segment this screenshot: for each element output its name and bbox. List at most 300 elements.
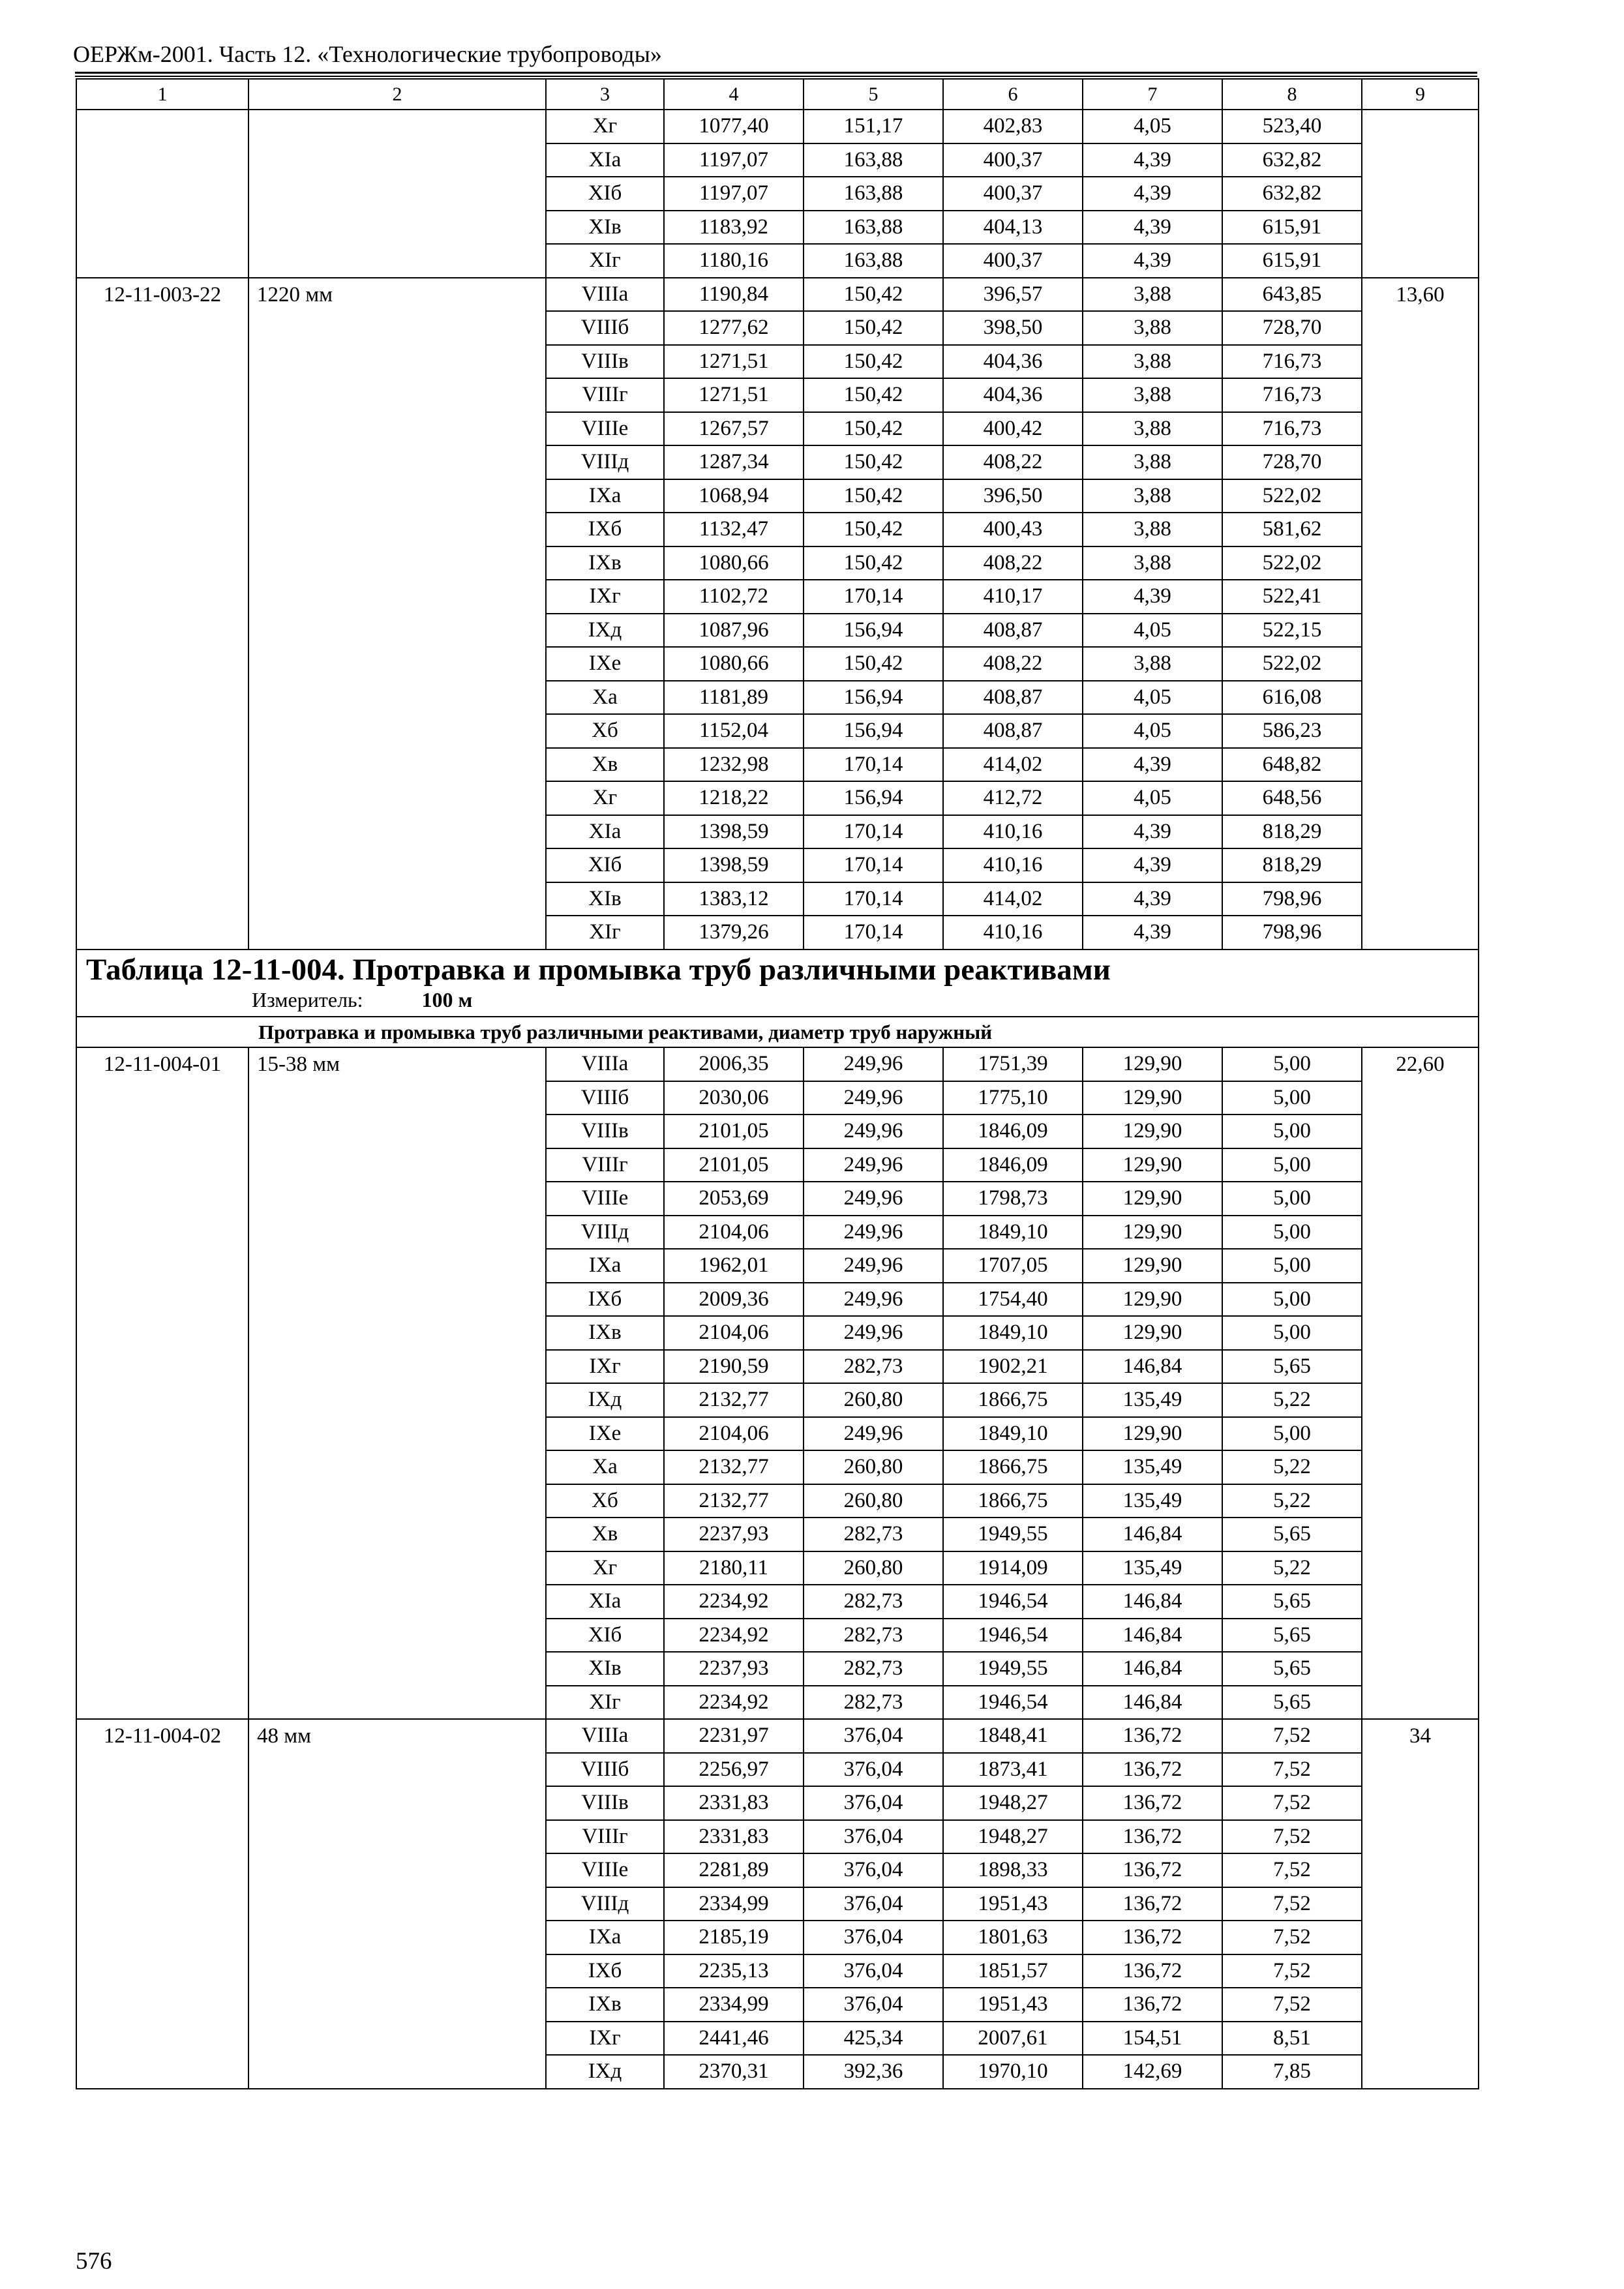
materials-cell: 616,08 — [1222, 681, 1362, 715]
driver-wages-cell: 136,72 — [1083, 1988, 1222, 2022]
zone-cell: VIIIг — [546, 1820, 664, 1854]
pipe-diameter-cell — [248, 110, 546, 278]
machines-cell: 410,16 — [943, 916, 1083, 950]
wages-cell: 282,73 — [804, 1619, 943, 1653]
driver-wages-cell: 136,72 — [1083, 1820, 1222, 1854]
total-cost-cell: 2053,69 — [664, 1182, 804, 1216]
machines-cell: 408,22 — [943, 546, 1083, 580]
zone-cell: Xв — [546, 1518, 664, 1551]
column-number: 4 — [664, 79, 804, 110]
machines-cell: 412,72 — [943, 781, 1083, 815]
driver-wages-cell: 146,84 — [1083, 1350, 1222, 1384]
column-number: 6 — [943, 79, 1083, 110]
wages-cell: 170,14 — [804, 882, 943, 916]
table-row — [76, 278, 1479, 312]
materials-cell: 5,00 — [1222, 1216, 1362, 1249]
machines-cell: 1946,54 — [943, 1619, 1083, 1653]
zone-cell: IXг — [546, 1350, 664, 1384]
total-cost-cell: 1398,59 — [664, 815, 804, 849]
zone-cell: Xг — [546, 781, 664, 815]
materials-cell: 5,65 — [1222, 1652, 1362, 1686]
rates-table — [76, 78, 1479, 2089]
driver-wages-cell: 154,51 — [1083, 2022, 1222, 2056]
materials-cell: 5,65 — [1222, 1350, 1362, 1384]
driver-wages-cell: 129,90 — [1083, 1417, 1222, 1451]
driver-wages-cell: 3,88 — [1083, 378, 1222, 412]
zone-cell: Xб — [546, 714, 664, 748]
materials-cell: 615,91 — [1222, 244, 1362, 278]
labor-norm-cell — [1362, 110, 1479, 278]
table-title: Таблица 12-11-004. Протравка и промывка труб различными реактивами — [86, 952, 1111, 987]
driver-wages-cell: 136,72 — [1083, 1954, 1222, 1988]
wages-cell: 425,34 — [804, 2022, 943, 2056]
wages-cell: 156,94 — [804, 614, 943, 648]
total-cost-cell: 2231,97 — [664, 1719, 804, 1753]
column-number: 1 — [76, 79, 248, 110]
total-cost-cell: 1181,89 — [664, 681, 804, 715]
wages-cell: 392,36 — [804, 2055, 943, 2089]
machines-cell: 1849,10 — [943, 1316, 1083, 1350]
machines-cell: 410,17 — [943, 580, 1083, 614]
total-cost-cell: 1087,96 — [664, 614, 804, 648]
column-number: 8 — [1222, 79, 1362, 110]
machines-cell: 414,02 — [943, 748, 1083, 782]
materials-cell: 5,22 — [1222, 1383, 1362, 1417]
zone-cell: VIIIб — [546, 311, 664, 345]
wages-cell: 249,96 — [804, 1148, 943, 1182]
zone-cell: XIг — [546, 1686, 664, 1720]
materials-cell: 522,41 — [1222, 580, 1362, 614]
total-cost-cell: 1068,94 — [664, 479, 804, 513]
zone-cell: VIIIд — [546, 1216, 664, 1249]
zone-cell: VIIIг — [546, 378, 664, 412]
materials-cell: 5,00 — [1222, 1417, 1362, 1451]
wages-cell: 150,42 — [804, 378, 943, 412]
wages-cell: 163,88 — [804, 177, 943, 211]
total-cost-cell: 1962,01 — [664, 1249, 804, 1283]
labor-norm-cell: 34 — [1362, 1719, 1479, 2089]
zone-cell: XIб — [546, 848, 664, 882]
materials-cell: 818,29 — [1222, 815, 1362, 849]
pipe-diameter-cell: 48 мм — [248, 1719, 546, 2089]
materials-cell: 522,02 — [1222, 647, 1362, 681]
zone-cell: Xб — [546, 1484, 664, 1518]
wages-cell: 260,80 — [804, 1450, 943, 1484]
total-cost-cell: 2132,77 — [664, 1383, 804, 1417]
labor-norm-cell: 22,60 — [1362, 1047, 1479, 1719]
machines-cell: 1914,09 — [943, 1551, 1083, 1585]
driver-wages-cell: 4,39 — [1083, 177, 1222, 211]
machines-cell: 400,37 — [943, 143, 1083, 177]
materials-cell: 615,91 — [1222, 211, 1362, 245]
total-cost-cell: 1152,04 — [664, 714, 804, 748]
total-cost-cell: 2370,31 — [664, 2055, 804, 2089]
machines-cell: 1866,75 — [943, 1450, 1083, 1484]
zone-cell: XIа — [546, 143, 664, 177]
total-cost-cell: 1197,07 — [664, 177, 804, 211]
machines-cell: 408,22 — [943, 647, 1083, 681]
total-cost-cell: 1183,92 — [664, 211, 804, 245]
materials-cell: 586,23 — [1222, 714, 1362, 748]
zone-cell: VIIIе — [546, 1182, 664, 1216]
machines-cell: 1873,41 — [943, 1753, 1083, 1787]
zone-cell: VIIIд — [546, 1887, 664, 1921]
zone-cell: IXе — [546, 1417, 664, 1451]
wages-cell: 170,14 — [804, 848, 943, 882]
total-cost-cell: 1190,84 — [664, 278, 804, 312]
machines-cell: 404,13 — [943, 211, 1083, 245]
total-cost-cell: 2101,05 — [664, 1148, 804, 1182]
total-cost-cell: 2104,06 — [664, 1316, 804, 1350]
driver-wages-cell: 129,90 — [1083, 1115, 1222, 1148]
machines-cell: 1707,05 — [943, 1249, 1083, 1283]
driver-wages-cell: 4,39 — [1083, 580, 1222, 614]
zone-cell: VIIIв — [546, 1786, 664, 1820]
wages-cell: 249,96 — [804, 1182, 943, 1216]
machines-cell: 1849,10 — [943, 1216, 1083, 1249]
machines-cell: 1866,75 — [943, 1383, 1083, 1417]
materials-cell: 7,52 — [1222, 1719, 1362, 1753]
wages-cell: 282,73 — [804, 1652, 943, 1686]
materials-cell: 5,00 — [1222, 1047, 1362, 1081]
materials-cell: 581,62 — [1222, 513, 1362, 546]
wages-cell: 150,42 — [804, 311, 943, 345]
driver-wages-cell: 136,72 — [1083, 1921, 1222, 1954]
materials-cell: 5,65 — [1222, 1585, 1362, 1619]
materials-cell: 818,29 — [1222, 848, 1362, 882]
total-cost-cell: 1218,22 — [664, 781, 804, 815]
machines-cell: 1846,09 — [943, 1115, 1083, 1148]
machines-cell: 402,83 — [943, 110, 1083, 143]
zone-cell: IXб — [546, 513, 664, 546]
column-number: 3 — [546, 79, 664, 110]
driver-wages-cell: 129,90 — [1083, 1249, 1222, 1283]
total-cost-cell: 1232,98 — [664, 748, 804, 782]
wages-cell: 260,80 — [804, 1551, 943, 1585]
wages-cell: 249,96 — [804, 1249, 943, 1283]
total-cost-cell: 2281,89 — [664, 1853, 804, 1887]
total-cost-cell: 1197,07 — [664, 143, 804, 177]
zone-cell: Xа — [546, 1450, 664, 1484]
materials-cell: 5,65 — [1222, 1518, 1362, 1551]
total-cost-cell: 1180,16 — [664, 244, 804, 278]
wages-cell: 150,42 — [804, 546, 943, 580]
wages-cell: 170,14 — [804, 748, 943, 782]
zone-cell: Xв — [546, 748, 664, 782]
total-cost-cell: 2234,92 — [664, 1619, 804, 1653]
total-cost-cell: 1267,57 — [664, 412, 804, 446]
driver-wages-cell: 3,88 — [1083, 445, 1222, 479]
materials-cell: 7,52 — [1222, 1954, 1362, 1988]
total-cost-cell: 1132,47 — [664, 513, 804, 546]
wages-cell: 170,14 — [804, 580, 943, 614]
zone-cell: IXв — [546, 1316, 664, 1350]
zone-cell: VIIIа — [546, 278, 664, 312]
machines-cell: 396,57 — [943, 278, 1083, 312]
driver-wages-cell: 3,88 — [1083, 278, 1222, 312]
zone-cell: IXа — [546, 1921, 664, 1954]
materials-cell: 728,70 — [1222, 311, 1362, 345]
total-cost-cell: 1102,72 — [664, 580, 804, 614]
machines-cell: 2007,61 — [943, 2022, 1083, 2056]
subheading-cell — [76, 1017, 1479, 1047]
materials-cell: 728,70 — [1222, 445, 1362, 479]
rate-code-cell: 12-11-004-02 — [76, 1719, 248, 2089]
zone-cell: Xг — [546, 110, 664, 143]
materials-cell: 632,82 — [1222, 143, 1362, 177]
total-cost-cell: 1398,59 — [664, 848, 804, 882]
driver-wages-cell: 146,84 — [1083, 1652, 1222, 1686]
zone-cell: IXг — [546, 580, 664, 614]
machines-cell: 410,16 — [943, 848, 1083, 882]
total-cost-cell: 1077,40 — [664, 110, 804, 143]
materials-cell: 7,52 — [1222, 1753, 1362, 1787]
table-row — [76, 1719, 1479, 1753]
column-number: 9 — [1362, 79, 1479, 110]
materials-cell: 716,73 — [1222, 345, 1362, 379]
machines-cell: 1798,73 — [943, 1182, 1083, 1216]
wages-cell: 163,88 — [804, 211, 943, 245]
driver-wages-cell: 135,49 — [1083, 1551, 1222, 1585]
zone-cell: XIб — [546, 1619, 664, 1653]
wages-cell: 163,88 — [804, 244, 943, 278]
wages-cell: 150,42 — [804, 278, 943, 312]
machines-cell: 1866,75 — [943, 1484, 1083, 1518]
wages-cell: 150,42 — [804, 445, 943, 479]
zone-cell: XIв — [546, 1652, 664, 1686]
page-header: ОЕРЖм-2001. Часть 12. «Технологические трубопроводы» — [73, 41, 662, 67]
total-cost-cell: 2132,77 — [664, 1484, 804, 1518]
machines-cell: 1754,40 — [943, 1283, 1083, 1317]
zone-cell: VIIIг — [546, 1148, 664, 1182]
total-cost-cell: 2104,06 — [664, 1216, 804, 1249]
zone-cell: XIв — [546, 211, 664, 245]
driver-wages-cell: 3,88 — [1083, 345, 1222, 379]
wages-cell: 282,73 — [804, 1350, 943, 1384]
total-cost-cell: 1080,66 — [664, 546, 804, 580]
measure-value: 100 м — [421, 988, 473, 1011]
driver-wages-cell: 4,39 — [1083, 244, 1222, 278]
machines-cell: 1849,10 — [943, 1417, 1083, 1451]
driver-wages-cell: 4,39 — [1083, 211, 1222, 245]
driver-wages-cell: 4,39 — [1083, 882, 1222, 916]
materials-cell: 798,96 — [1222, 916, 1362, 950]
rate-code-cell — [76, 110, 248, 278]
materials-cell: 798,96 — [1222, 882, 1362, 916]
total-cost-cell: 2132,77 — [664, 1450, 804, 1484]
driver-wages-cell: 146,84 — [1083, 1686, 1222, 1720]
driver-wages-cell: 3,88 — [1083, 479, 1222, 513]
driver-wages-cell: 129,90 — [1083, 1182, 1222, 1216]
machines-cell: 1948,27 — [943, 1820, 1083, 1854]
total-cost-cell: 2104,06 — [664, 1417, 804, 1451]
driver-wages-cell: 136,72 — [1083, 1853, 1222, 1887]
zone-cell: XIг — [546, 916, 664, 950]
driver-wages-cell: 3,88 — [1083, 311, 1222, 345]
driver-wages-cell: 136,72 — [1083, 1786, 1222, 1820]
driver-wages-cell: 3,88 — [1083, 513, 1222, 546]
driver-wages-cell: 146,84 — [1083, 1518, 1222, 1551]
total-cost-cell: 1271,51 — [664, 378, 804, 412]
total-cost-cell: 2441,46 — [664, 2022, 804, 2056]
wages-cell: 249,96 — [804, 1115, 943, 1148]
wages-cell: 260,80 — [804, 1383, 943, 1417]
materials-cell: 7,52 — [1222, 1786, 1362, 1820]
materials-cell: 7,52 — [1222, 1887, 1362, 1921]
driver-wages-cell: 129,90 — [1083, 1047, 1222, 1081]
materials-cell: 7,52 — [1222, 1921, 1362, 1954]
wages-cell: 376,04 — [804, 1887, 943, 1921]
materials-cell: 7,52 — [1222, 1853, 1362, 1887]
total-cost-cell: 1277,62 — [664, 311, 804, 345]
materials-cell: 648,56 — [1222, 781, 1362, 815]
zone-cell: IXв — [546, 1988, 664, 2022]
measure-cell — [76, 987, 1479, 1017]
machines-cell: 400,37 — [943, 244, 1083, 278]
machines-cell: 404,36 — [943, 345, 1083, 379]
driver-wages-cell: 4,39 — [1083, 748, 1222, 782]
zone-cell: IXв — [546, 546, 664, 580]
wages-cell: 170,14 — [804, 815, 943, 849]
wages-cell: 170,14 — [804, 916, 943, 950]
wages-cell: 376,04 — [804, 1988, 943, 2022]
column-number: 2 — [248, 79, 546, 110]
driver-wages-cell: 4,05 — [1083, 781, 1222, 815]
wages-cell: 376,04 — [804, 1786, 943, 1820]
wages-cell: 249,96 — [804, 1316, 943, 1350]
zone-cell: IXб — [546, 1283, 664, 1317]
materials-cell: 5,65 — [1222, 1686, 1362, 1720]
machines-cell: 400,43 — [943, 513, 1083, 546]
machines-cell: 398,50 — [943, 311, 1083, 345]
total-cost-cell: 2256,97 — [664, 1753, 804, 1787]
total-cost-cell: 2234,92 — [664, 1585, 804, 1619]
wages-cell: 150,42 — [804, 479, 943, 513]
wages-cell: 282,73 — [804, 1686, 943, 1720]
driver-wages-cell: 135,49 — [1083, 1450, 1222, 1484]
driver-wages-cell: 142,69 — [1083, 2055, 1222, 2089]
materials-cell: 5,00 — [1222, 1182, 1362, 1216]
machines-cell: 1851,57 — [943, 1954, 1083, 1988]
zone-cell: XIа — [546, 815, 664, 849]
wages-cell: 150,42 — [804, 412, 943, 446]
wages-cell: 249,96 — [804, 1216, 943, 1249]
wages-cell: 376,04 — [804, 1954, 943, 1988]
materials-cell: 5,00 — [1222, 1148, 1362, 1182]
materials-cell: 632,82 — [1222, 177, 1362, 211]
machines-cell: 410,16 — [943, 815, 1083, 849]
zone-cell: IXб — [546, 1954, 664, 1988]
driver-wages-cell: 136,72 — [1083, 1719, 1222, 1753]
driver-wages-cell: 3,88 — [1083, 412, 1222, 446]
zone-cell: VIIIв — [546, 345, 664, 379]
header-rule-thin — [75, 76, 1477, 77]
total-cost-cell: 2180,11 — [664, 1551, 804, 1585]
driver-wages-cell: 135,49 — [1083, 1383, 1222, 1417]
driver-wages-cell: 3,88 — [1083, 546, 1222, 580]
table-title-row — [76, 950, 1479, 988]
wages-cell: 376,04 — [804, 1820, 943, 1854]
wages-cell: 150,42 — [804, 647, 943, 681]
zone-cell: IXг — [546, 2022, 664, 2056]
zone-cell: XIв — [546, 882, 664, 916]
rate-code-cell: 12-11-004-01 — [76, 1047, 248, 1719]
driver-wages-cell: 4,05 — [1083, 110, 1222, 143]
zone-cell: IXд — [546, 2055, 664, 2089]
machines-cell: 1775,10 — [943, 1081, 1083, 1115]
machines-cell: 1949,55 — [943, 1518, 1083, 1551]
total-cost-cell: 2235,13 — [664, 1954, 804, 1988]
rates-table-body — [76, 79, 1479, 2089]
wages-cell: 156,94 — [804, 781, 943, 815]
machines-cell: 1848,41 — [943, 1719, 1083, 1753]
driver-wages-cell: 146,84 — [1083, 1619, 1222, 1653]
materials-cell: 7,52 — [1222, 1820, 1362, 1854]
wages-cell: 376,04 — [804, 1719, 943, 1753]
machines-cell: 408,22 — [943, 445, 1083, 479]
driver-wages-cell: 3,88 — [1083, 647, 1222, 681]
materials-cell: 523,40 — [1222, 110, 1362, 143]
zone-cell: IXд — [546, 1383, 664, 1417]
machines-cell: 404,36 — [943, 378, 1083, 412]
driver-wages-cell: 129,90 — [1083, 1316, 1222, 1350]
total-cost-cell: 2030,06 — [664, 1081, 804, 1115]
materials-cell: 5,22 — [1222, 1484, 1362, 1518]
machines-cell: 1951,43 — [943, 1887, 1083, 1921]
machines-cell: 1949,55 — [943, 1652, 1083, 1686]
machines-cell: 1951,43 — [943, 1988, 1083, 2022]
driver-wages-cell: 136,72 — [1083, 1887, 1222, 1921]
materials-cell: 7,52 — [1222, 1988, 1362, 2022]
zone-cell: VIIIб — [546, 1753, 664, 1787]
materials-cell: 716,73 — [1222, 412, 1362, 446]
total-cost-cell: 1287,34 — [664, 445, 804, 479]
zone-cell: IXа — [546, 1249, 664, 1283]
materials-cell: 5,22 — [1222, 1551, 1362, 1585]
driver-wages-cell: 4,05 — [1083, 681, 1222, 715]
total-cost-cell: 2331,83 — [664, 1820, 804, 1854]
machines-cell: 1751,39 — [943, 1047, 1083, 1081]
driver-wages-cell: 129,90 — [1083, 1283, 1222, 1317]
machines-cell: 400,37 — [943, 177, 1083, 211]
zone-cell: VIIIд — [546, 445, 664, 479]
zone-cell: VIIIа — [546, 1719, 664, 1753]
wages-cell: 156,94 — [804, 714, 943, 748]
machines-cell: 414,02 — [943, 882, 1083, 916]
machines-cell: 400,42 — [943, 412, 1083, 446]
materials-cell: 7,85 — [1222, 2055, 1362, 2089]
pipe-diameter-cell: 1220 мм — [248, 278, 546, 950]
driver-wages-cell: 4,39 — [1083, 815, 1222, 849]
total-cost-cell: 2101,05 — [664, 1115, 804, 1148]
machines-cell: 1846,09 — [943, 1148, 1083, 1182]
driver-wages-cell: 4,05 — [1083, 614, 1222, 648]
wages-cell: 376,04 — [804, 1753, 943, 1787]
total-cost-cell: 2331,83 — [664, 1786, 804, 1820]
driver-wages-cell: 4,39 — [1083, 143, 1222, 177]
machines-cell: 1970,10 — [943, 2055, 1083, 2089]
materials-cell: 8,51 — [1222, 2022, 1362, 2056]
rate-code-cell: 12-11-003-22 — [76, 278, 248, 950]
driver-wages-cell: 136,72 — [1083, 1753, 1222, 1787]
total-cost-cell: 2185,19 — [664, 1921, 804, 1954]
driver-wages-cell: 129,90 — [1083, 1216, 1222, 1249]
header-rule — [75, 72, 1477, 74]
zone-cell: XIг — [546, 244, 664, 278]
wages-cell: 163,88 — [804, 143, 943, 177]
wages-cell: 150,42 — [804, 513, 943, 546]
driver-wages-cell: 4,39 — [1083, 848, 1222, 882]
